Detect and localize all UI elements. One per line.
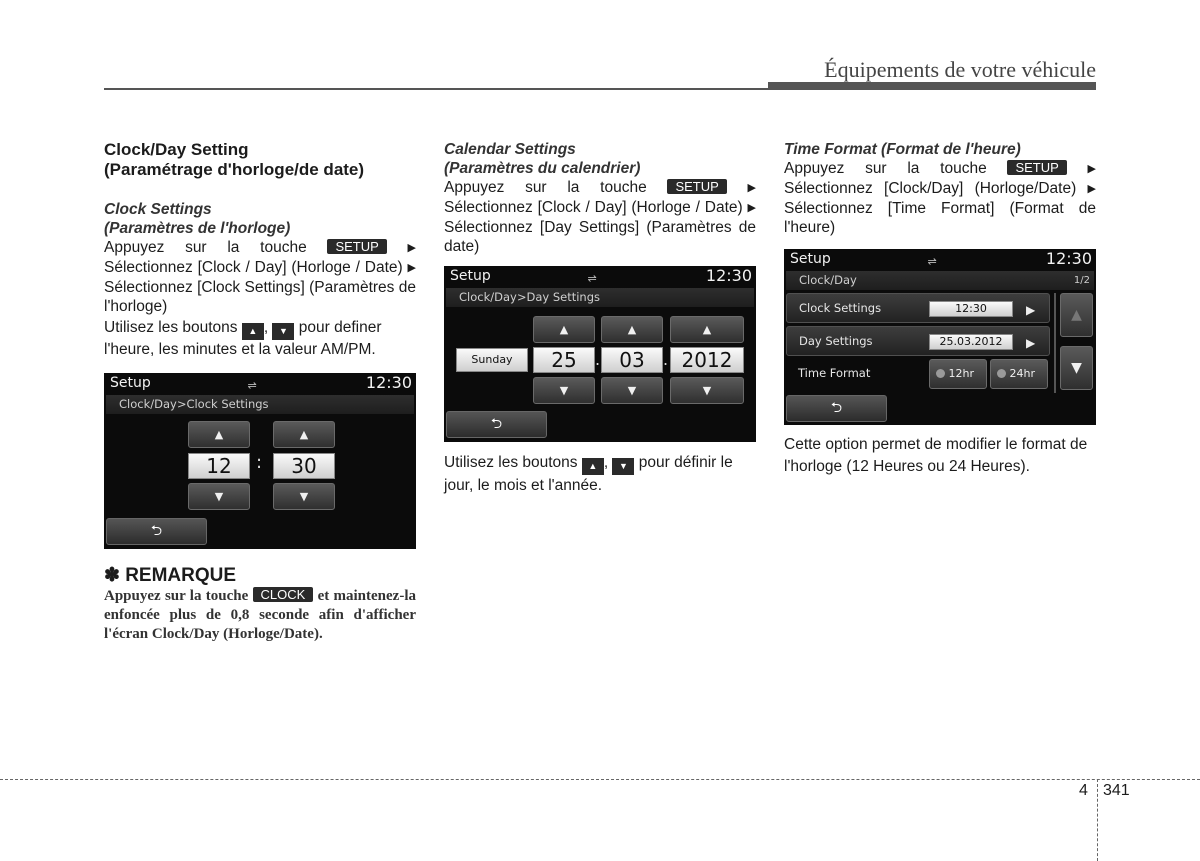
screen-clock: 12:30 xyxy=(365,373,412,392)
section-title-line1: Clock/Day Setting xyxy=(104,140,249,159)
arrow-right-icon: ▶ xyxy=(1087,183,1096,195)
footer-divider xyxy=(1097,779,1098,861)
up-button-icon: ▲ xyxy=(582,458,604,475)
format-12hr-option[interactable] xyxy=(929,359,987,389)
buttons-text: pour definer l'heure, les minutes et la valeur AM/PM. xyxy=(104,319,382,358)
back-button[interactable]: ⮌ xyxy=(446,411,547,438)
hour-value: 12 xyxy=(188,453,250,479)
instruction-text: Sélectionnez [Day Settings] (Paramètres de date) xyxy=(444,219,756,255)
header-rule-accent xyxy=(768,82,1096,90)
arrow-right-icon: ▶ xyxy=(1087,163,1096,175)
instruction-text: Sélectionnez [Clock / Day] (Horloge / Date) xyxy=(444,199,743,216)
explanation-paragraph: Cette option permet de modifier le format de l'horloge (12 Heures ou 24 Heures). xyxy=(784,436,1088,475)
radio-icon xyxy=(936,369,945,378)
note-text xyxy=(104,587,416,644)
back-button[interactable]: ⮌ xyxy=(106,518,207,545)
subtitle-line2: (Paramètres du calendrier) xyxy=(444,160,641,177)
hour-up-button[interactable]: ▲ xyxy=(188,421,250,448)
page-indicator: 1/2 xyxy=(1073,275,1090,286)
down-button-icon: ▼ xyxy=(272,323,294,340)
page-number: 341 xyxy=(1103,782,1130,799)
breadcrumb-text: Clock/Day xyxy=(799,273,857,287)
usb-icon: ⇌ xyxy=(587,272,597,285)
instruction-text: Appuyez sur la touche xyxy=(444,179,647,196)
subtitle-line2: (Paramètres de l'horloge) xyxy=(104,220,291,237)
year-value: 2012 xyxy=(670,347,744,373)
date-dot: . xyxy=(663,350,669,369)
day-settings-screen xyxy=(444,266,756,442)
month-up-button[interactable]: ▲ xyxy=(601,316,663,343)
note-title: ✽ REMARQUE xyxy=(104,565,237,586)
month-down-button[interactable]: ▼ xyxy=(601,377,663,404)
radio-icon xyxy=(997,369,1006,378)
format-24hr-option[interactable] xyxy=(990,359,1048,389)
screen-header xyxy=(444,266,756,286)
column-time-format xyxy=(784,140,1096,478)
setup-key-badge: SETUP xyxy=(667,179,726,194)
arrow-right-icon: ▶ xyxy=(747,182,756,194)
instruction-paragraph xyxy=(784,159,1096,237)
down-button-icon: ▼ xyxy=(612,458,634,475)
back-button[interactable]: ⮌ xyxy=(786,395,887,422)
header-title: Équipements de votre véhicule xyxy=(824,57,1096,82)
instruction-text: Sélectionnez [Clock / Day] (Horloge / Date) xyxy=(104,259,403,276)
up-button-icon: ▲ xyxy=(242,323,264,340)
row-label: Day Settings xyxy=(799,334,873,348)
buttons-text: Utilisez les boutons xyxy=(104,319,238,336)
instruction-text: Sélectionnez [Clock/Day] (Horloge/Date) xyxy=(784,180,1077,197)
row-label: Clock Settings xyxy=(799,301,882,315)
footer-rule xyxy=(0,779,1200,780)
play-arrow-icon: ▶ xyxy=(1026,336,1036,350)
buttons-paragraph xyxy=(104,318,416,359)
scroll-down-button[interactable]: ▼ xyxy=(1060,346,1093,390)
play-arrow-icon: ▶ xyxy=(1026,303,1036,317)
buttons-text: Utilisez les boutons xyxy=(444,454,578,471)
subsection-title xyxy=(104,200,416,238)
day-down-button[interactable]: ▼ xyxy=(533,377,595,404)
year-down-button[interactable]: ▼ xyxy=(670,377,744,404)
subtitle-line1: Calendar Settings xyxy=(444,141,576,158)
scroll-divider xyxy=(1054,293,1056,393)
minute-down-button[interactable]: ▼ xyxy=(273,483,335,510)
scroll-up-button[interactable]: ▲ xyxy=(1060,293,1093,337)
clock-settings-screen xyxy=(104,373,416,549)
time-format-row xyxy=(786,359,926,389)
time-colon: : xyxy=(256,452,263,473)
screen-header xyxy=(104,373,416,393)
date-dot: . xyxy=(595,350,601,369)
clock-settings-value: 12:30 xyxy=(929,301,1013,317)
separator: , xyxy=(603,454,609,471)
instruction-text: Sélectionnez [Time Format] (Format de l'heure) xyxy=(784,200,1096,236)
breadcrumb xyxy=(786,271,1094,290)
row-label: Time Format xyxy=(798,366,871,380)
column-calendar-settings xyxy=(444,140,756,496)
hour-down-button[interactable]: ▼ xyxy=(188,483,250,510)
screen-clock: 12:30 xyxy=(705,266,752,285)
day-value: 25 xyxy=(533,347,595,373)
year-up-button[interactable]: ▲ xyxy=(670,316,744,343)
setup-key-badge: SETUP xyxy=(1007,160,1066,175)
buttons-paragraph xyxy=(444,452,756,496)
breadcrumb: Clock/Day>Clock Settings xyxy=(106,395,414,414)
chapter-number: 4 xyxy=(1079,782,1088,799)
page-header xyxy=(104,55,1096,91)
breadcrumb: Clock/Day>Day Settings xyxy=(446,288,754,307)
usb-icon: ⇌ xyxy=(247,379,257,392)
month-value: 03 xyxy=(601,347,663,373)
screen-title: Setup xyxy=(110,375,151,391)
separator: , xyxy=(263,319,269,336)
setup-key-badge: SETUP xyxy=(327,239,386,254)
subsection-title xyxy=(444,140,756,178)
note-text-part: Appuyez sur la touche xyxy=(104,588,249,604)
screen-header xyxy=(784,249,1096,269)
arrow-right-icon: ▶ xyxy=(407,262,416,274)
option-label: 12hr xyxy=(948,367,974,380)
instruction-paragraph xyxy=(104,238,416,316)
arrow-right-icon: ▶ xyxy=(407,242,416,254)
subsection-title: Time Format (Format de l'heure) xyxy=(784,141,1021,158)
usb-icon: ⇌ xyxy=(927,255,937,268)
arrow-right-icon: ▶ xyxy=(747,202,756,214)
clock-day-menu-screen xyxy=(784,249,1096,425)
day-settings-value: 25.03.2012 xyxy=(929,334,1013,350)
screen-title: Setup xyxy=(450,268,491,284)
buttons-text: pour définir le jour, le mois et l'année. xyxy=(444,454,733,494)
day-up-button[interactable]: ▲ xyxy=(533,316,595,343)
clock-key-badge: CLOCK xyxy=(253,587,314,602)
column-clock-settings xyxy=(104,140,416,644)
section-title-line2: (Paramétrage d'horloge/de date) xyxy=(104,160,365,179)
instruction-paragraph xyxy=(444,178,756,256)
screen-title: Setup xyxy=(790,251,831,267)
instruction-text: Appuyez sur la touche xyxy=(784,160,987,177)
subtitle-line1: Clock Settings xyxy=(104,201,212,218)
option-label: 24hr xyxy=(1009,367,1035,380)
section-title xyxy=(104,140,416,180)
weekday-value: Sunday xyxy=(456,348,528,372)
instruction-text: Appuyez sur la touche xyxy=(104,239,307,256)
minute-value: 30 xyxy=(273,453,335,479)
screen-clock: 12:30 xyxy=(1045,249,1092,268)
minute-up-button[interactable]: ▲ xyxy=(273,421,335,448)
instruction-text: Sélectionnez [Clock Settings] (Paramètres de l'horloge) xyxy=(104,279,416,315)
note-text-part: et maintenez-la enfoncée plus de 0,8 seconde afin d'afficher l'écran Clock/Day (Horloge/Date). xyxy=(104,588,417,642)
